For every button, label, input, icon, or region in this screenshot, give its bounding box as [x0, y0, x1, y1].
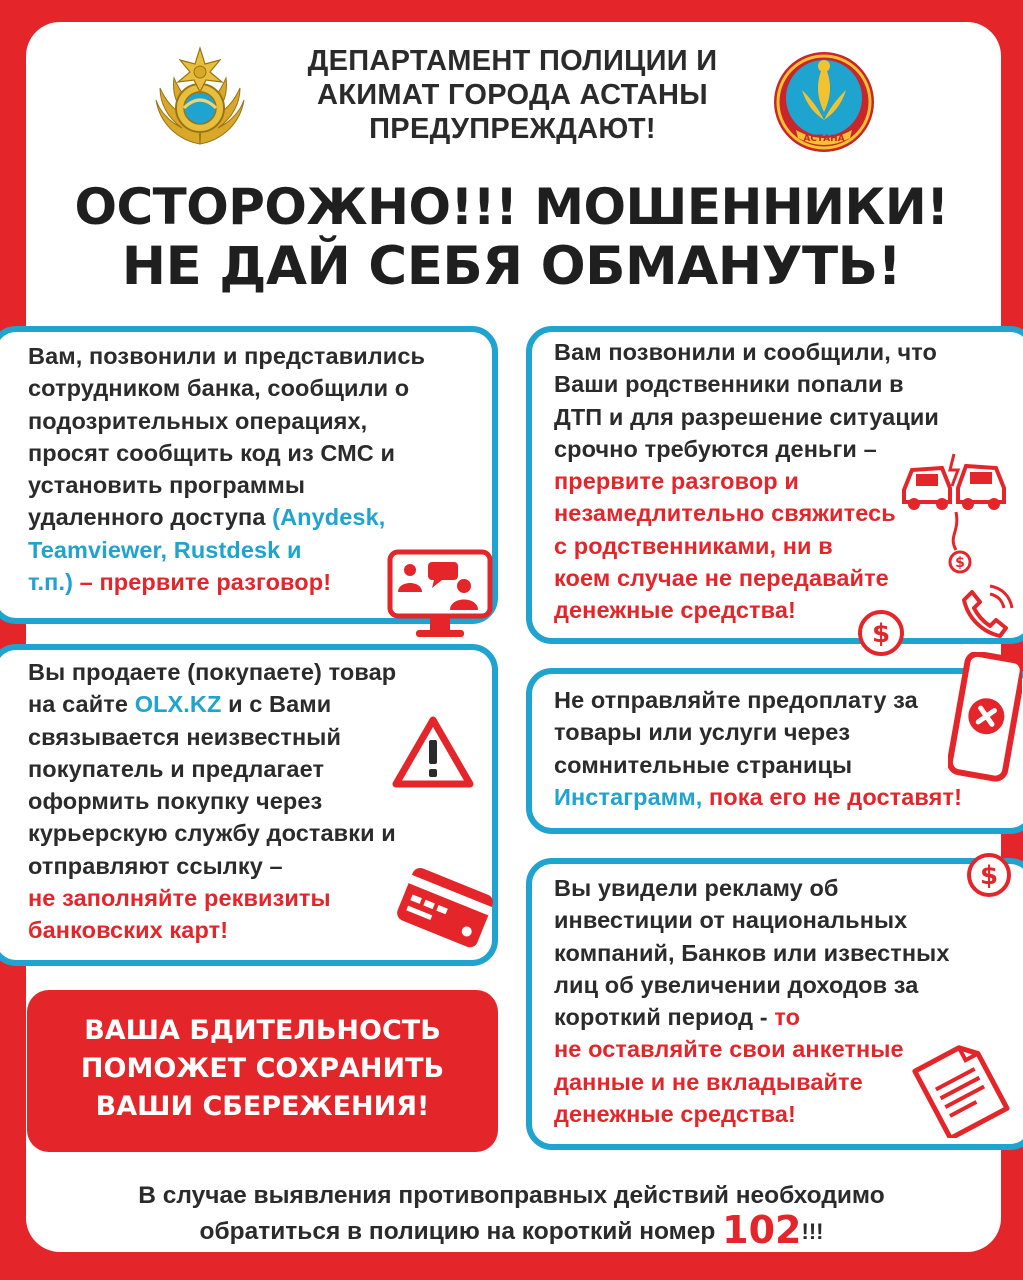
banner-line-3: ВАШИ СБЕРЕЖЕНИЯ! [95, 1091, 430, 1122]
headline-line-1: ОСТОРОЖНО!!! МОШЕННИКИ! [74, 178, 949, 236]
footer-line-2: обратиться в полицию на короткий номер 102!!! [199, 1208, 824, 1252]
header-line-1: ДЕПАРТАМЕНТ ПОЛИЦИИ И [307, 45, 718, 77]
police-number: 102 [722, 1208, 802, 1252]
footer-line-1: В случае выявления противоправных действий необходимо [138, 1182, 885, 1209]
monitor-chat-icon [386, 548, 494, 642]
police-emblem-icon [148, 42, 252, 150]
svg-text:$: $ [955, 555, 965, 571]
card-relatives-text: Вам позвонили и сообщили, что Ваши родственники попали в ДТП и для разрешение ситуации срочно требуются деньги – прервите разговор и незамедлительно свяжитесь с родственниками, ни в коем случае не передавайте денежные средства! [554, 339, 939, 624]
card-prepayment-text: Не отправляйте предоплату за товары или услуги через сомнительные страницы Инстаграмм, пока его не доставят! [554, 687, 962, 810]
car-crash-icon [898, 440, 1010, 580]
header-line-3: ПРЕДУПРЕЖДАЮТ! [369, 113, 656, 145]
smartphone-block-icon [948, 652, 1022, 784]
card-investment-text: Вы увидели рекламу об инвестиции от национальных компаний, Банков или известных лиц об увеличении доходов за короткий период - то не оставляйте свои анкетные данные и не вкладывайте денежные средства! [554, 875, 950, 1128]
vigilance-banner [27, 990, 498, 1152]
svg-text:$: $ [979, 861, 999, 891]
astana-emblem-icon [772, 50, 876, 154]
bank-card-icon [396, 866, 496, 950]
document-form-icon [908, 1038, 1012, 1138]
header-line-2: АКИМАТ ГОРОДА АСТАНЫ [317, 79, 708, 111]
astana-logo-text: АСТАНА [803, 134, 845, 144]
svg-text:$: $ [871, 619, 891, 649]
card-olx-text: Вы продаете (покупаете) товар на сайте OLX.KZ и с Вами связывается неизвестный покупатель и предлагает оформить покупку через курьерскую службу доставки и отправляют ссылку – не заполняйте реквизиты банковских карт! [28, 659, 397, 944]
dollar-coin-icon [856, 608, 906, 658]
header-title [260, 44, 765, 146]
phone-icon [958, 584, 1014, 640]
dollar-coin-small-icon [964, 850, 1014, 900]
warning-triangle-icon [390, 714, 476, 792]
footer-notice [40, 1180, 983, 1252]
banner-line-1: ВАША БДИТЕЛЬНОСТЬ [84, 1015, 441, 1046]
banner-line-2: ПОМОЖЕТ СОХРАНИТЬ [80, 1053, 445, 1084]
card-bank-text: Вам, позвонили и представились сотрудником банка, сообщили о подозрительных операциях, просят сообщить код из СМС и установить программы удаленного доступа (Anydesk, Teamviewer, Rustdesk и т.п.) – прервите разговор! [28, 343, 426, 596]
headline-line-2: НЕ ДАЙ СЕБЯ ОБМАНУТЬ! [121, 236, 902, 297]
